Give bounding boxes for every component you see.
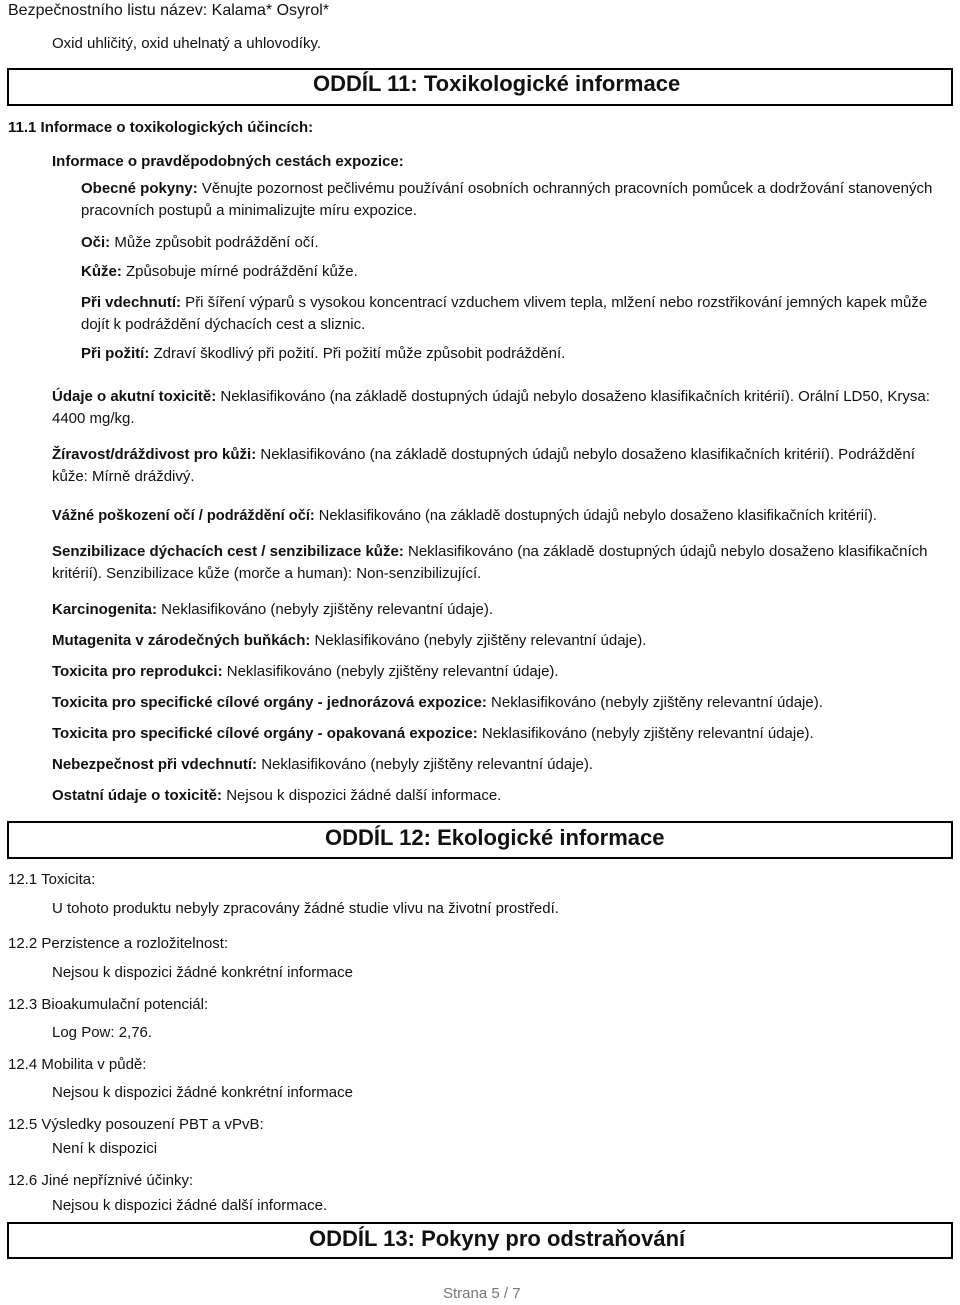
sensitisation	[52, 541, 952, 585]
document-title: Bezpečnostního listu název: Kalama* Osyrol*	[8, 2, 330, 19]
reproductive-toxicity-label: Toxicita pro reprodukci:	[52, 663, 223, 680]
ingestion-text: Zdraví škodlivý při požití. Při požití může způsobit podráždění.	[149, 345, 566, 362]
aspiration-hazard	[52, 754, 952, 776]
persistence-heading: 12.2 Perzistence a rozložitelnost:	[8, 935, 229, 952]
mutagenicity	[52, 630, 952, 652]
ecotoxicity-text: U tohoto produktu nebyly zpracovány žádné studie vlivu na životní prostředí.	[52, 900, 559, 917]
exposure-routes-heading: Informace o pravděpodobných cestách expozice:	[52, 153, 404, 170]
eye-damage	[52, 505, 957, 527]
acute-toxicity	[52, 386, 952, 430]
skin-info	[81, 261, 951, 283]
aspiration-hazard-label: Nebezpečnost při vdechnutí:	[52, 756, 258, 773]
sensitisation-text: Neklasifikováno (na základě dostupných údajů nebylo dosaženo klasifikačních kritérií). Senzibilizace kůže (morče a human): Non-senzibilizující.	[52, 543, 928, 582]
previous-section-text: Oxid uhličitý, oxid uhelnatý a uhlovodíky.	[52, 35, 322, 52]
bioaccumulation-text: Log Pow: 2,76.	[52, 1024, 153, 1041]
reproductive-toxicity	[52, 661, 952, 683]
stot-repeated	[52, 723, 952, 745]
eye-damage-text: Neklasifikováno (na základě dostupných údajů nebylo dosaženo klasifikačních kritérií).	[314, 508, 877, 524]
general-label: Obecné pokyny:	[81, 180, 198, 197]
subsection-11-1-heading: 11.1 Informace o toxikologických účincích:	[8, 119, 314, 136]
skin-corrosion	[52, 444, 952, 488]
other-toxicity-text: Nejsou k dispozici žádné další informace.	[222, 787, 502, 804]
bioaccumulation-heading: 12.3 Bioakumulační potenciál:	[8, 996, 209, 1013]
pbt-text: Není k dispozici	[52, 1140, 158, 1157]
ecotoxicity-heading: 12.1 Toxicita:	[8, 871, 96, 888]
other-toxicity	[52, 785, 952, 807]
adverse-effects-text: Nejsou k dispozici žádné další informace.	[52, 1197, 328, 1214]
carcinogenicity-text: Neklasifikováno (nebyly zjištěny relevantní údaje).	[157, 601, 494, 618]
section-13-title: ODDÍL 13: Pokyny pro odstraňování	[309, 1226, 686, 1251]
general-text: Věnujte pozornost pečlivému používání osobních ochranných pracovních pomůcek a dodržování stanovených pracovních postupů a minimalizujte míru expozice.	[81, 180, 933, 219]
skin-corrosion-label: Žíravost/dráždivost pro kůži:	[52, 446, 257, 463]
stot-repeated-label: Toxicita pro specifické cílové orgány - opakovaná expozice:	[52, 725, 478, 742]
eyes-info	[81, 232, 951, 254]
skin-label: Kůže:	[81, 263, 122, 280]
carcinogenicity	[52, 599, 952, 621]
stot-repeated-text: Neklasifikováno (nebyly zjištěny relevantní údaje).	[477, 725, 814, 742]
inhalation-text: Při šíření výparů s vysokou koncentrací vzduchem vlivem tepla, mlžení nebo rozstřikování jemných kapek může dojít k podráždění dýchacích cest a sliznic.	[81, 294, 928, 333]
inhalation-label: Při vdechnutí:	[81, 294, 182, 311]
general-guidance	[81, 178, 951, 222]
persistence-text: Nejsou k dispozici žádné konkrétní informace	[52, 964, 353, 981]
ingestion-label: Při požití:	[81, 345, 150, 362]
inhalation-info	[81, 292, 951, 336]
acute-toxicity-label: Údaje o akutní toxicitě:	[52, 388, 217, 405]
mobility-heading: 12.4 Mobilita v půdě:	[8, 1056, 147, 1073]
sensitisation-label: Senzibilizace dýchacích cest / senzibilizace kůže:	[52, 543, 404, 560]
other-toxicity-label: Ostatní údaje o toxicitě:	[52, 787, 223, 804]
stot-single	[52, 692, 952, 714]
adverse-effects-heading: 12.6 Jiné nepříznivé účinky:	[8, 1172, 194, 1189]
skin-corrosion-text: Neklasifikováno (na základě dostupných údajů nebylo dosaženo klasifikačních kritérií). Podráždění kůže: Mírně dráždivý.	[52, 446, 915, 485]
mutagenicity-label: Mutagenita v zárodečných buňkách:	[52, 632, 311, 649]
section-11-title: ODDÍL 11: Toxikologické informace	[313, 71, 681, 96]
aspiration-hazard-text: Neklasifikováno (nebyly zjištěny relevantní údaje).	[257, 756, 594, 773]
stot-single-text: Neklasifikováno (nebyly zjištěny relevantní údaje).	[486, 694, 823, 711]
skin-text: Způsobuje mírné podráždění kůže.	[121, 263, 358, 280]
eye-damage-label: Vážné poškození očí / podráždění očí:	[52, 508, 315, 524]
page-number: Strana 5 / 7	[443, 1285, 521, 1302]
mutagenicity-text: Neklasifikováno (nebyly zjištěny relevantní údaje).	[310, 632, 647, 649]
eyes-label: Oči:	[81, 234, 111, 251]
mobility-text: Nejsou k dispozici žádné konkrétní informace	[52, 1084, 353, 1101]
stot-single-label: Toxicita pro specifické cílové orgány - jednorázová expozice:	[52, 694, 487, 711]
ingestion-info	[81, 343, 951, 365]
section-12-title: ODDÍL 12: Ekologické informace	[325, 825, 665, 850]
carcinogenicity-label: Karcinogenita:	[52, 601, 158, 618]
eyes-text: Může způsobit podráždění očí.	[110, 234, 319, 251]
reproductive-toxicity-text: Neklasifikováno (nebyly zjištěny relevantní údaje).	[222, 663, 559, 680]
pbt-heading: 12.5 Výsledky posouzení PBT a vPvB:	[8, 1116, 264, 1133]
acute-toxicity-text: Neklasifikováno (na základě dostupných údajů nebylo dosaženo klasifikačních kritérií). Orální LD50, Krysa: 4400 mg/kg.	[52, 388, 930, 427]
